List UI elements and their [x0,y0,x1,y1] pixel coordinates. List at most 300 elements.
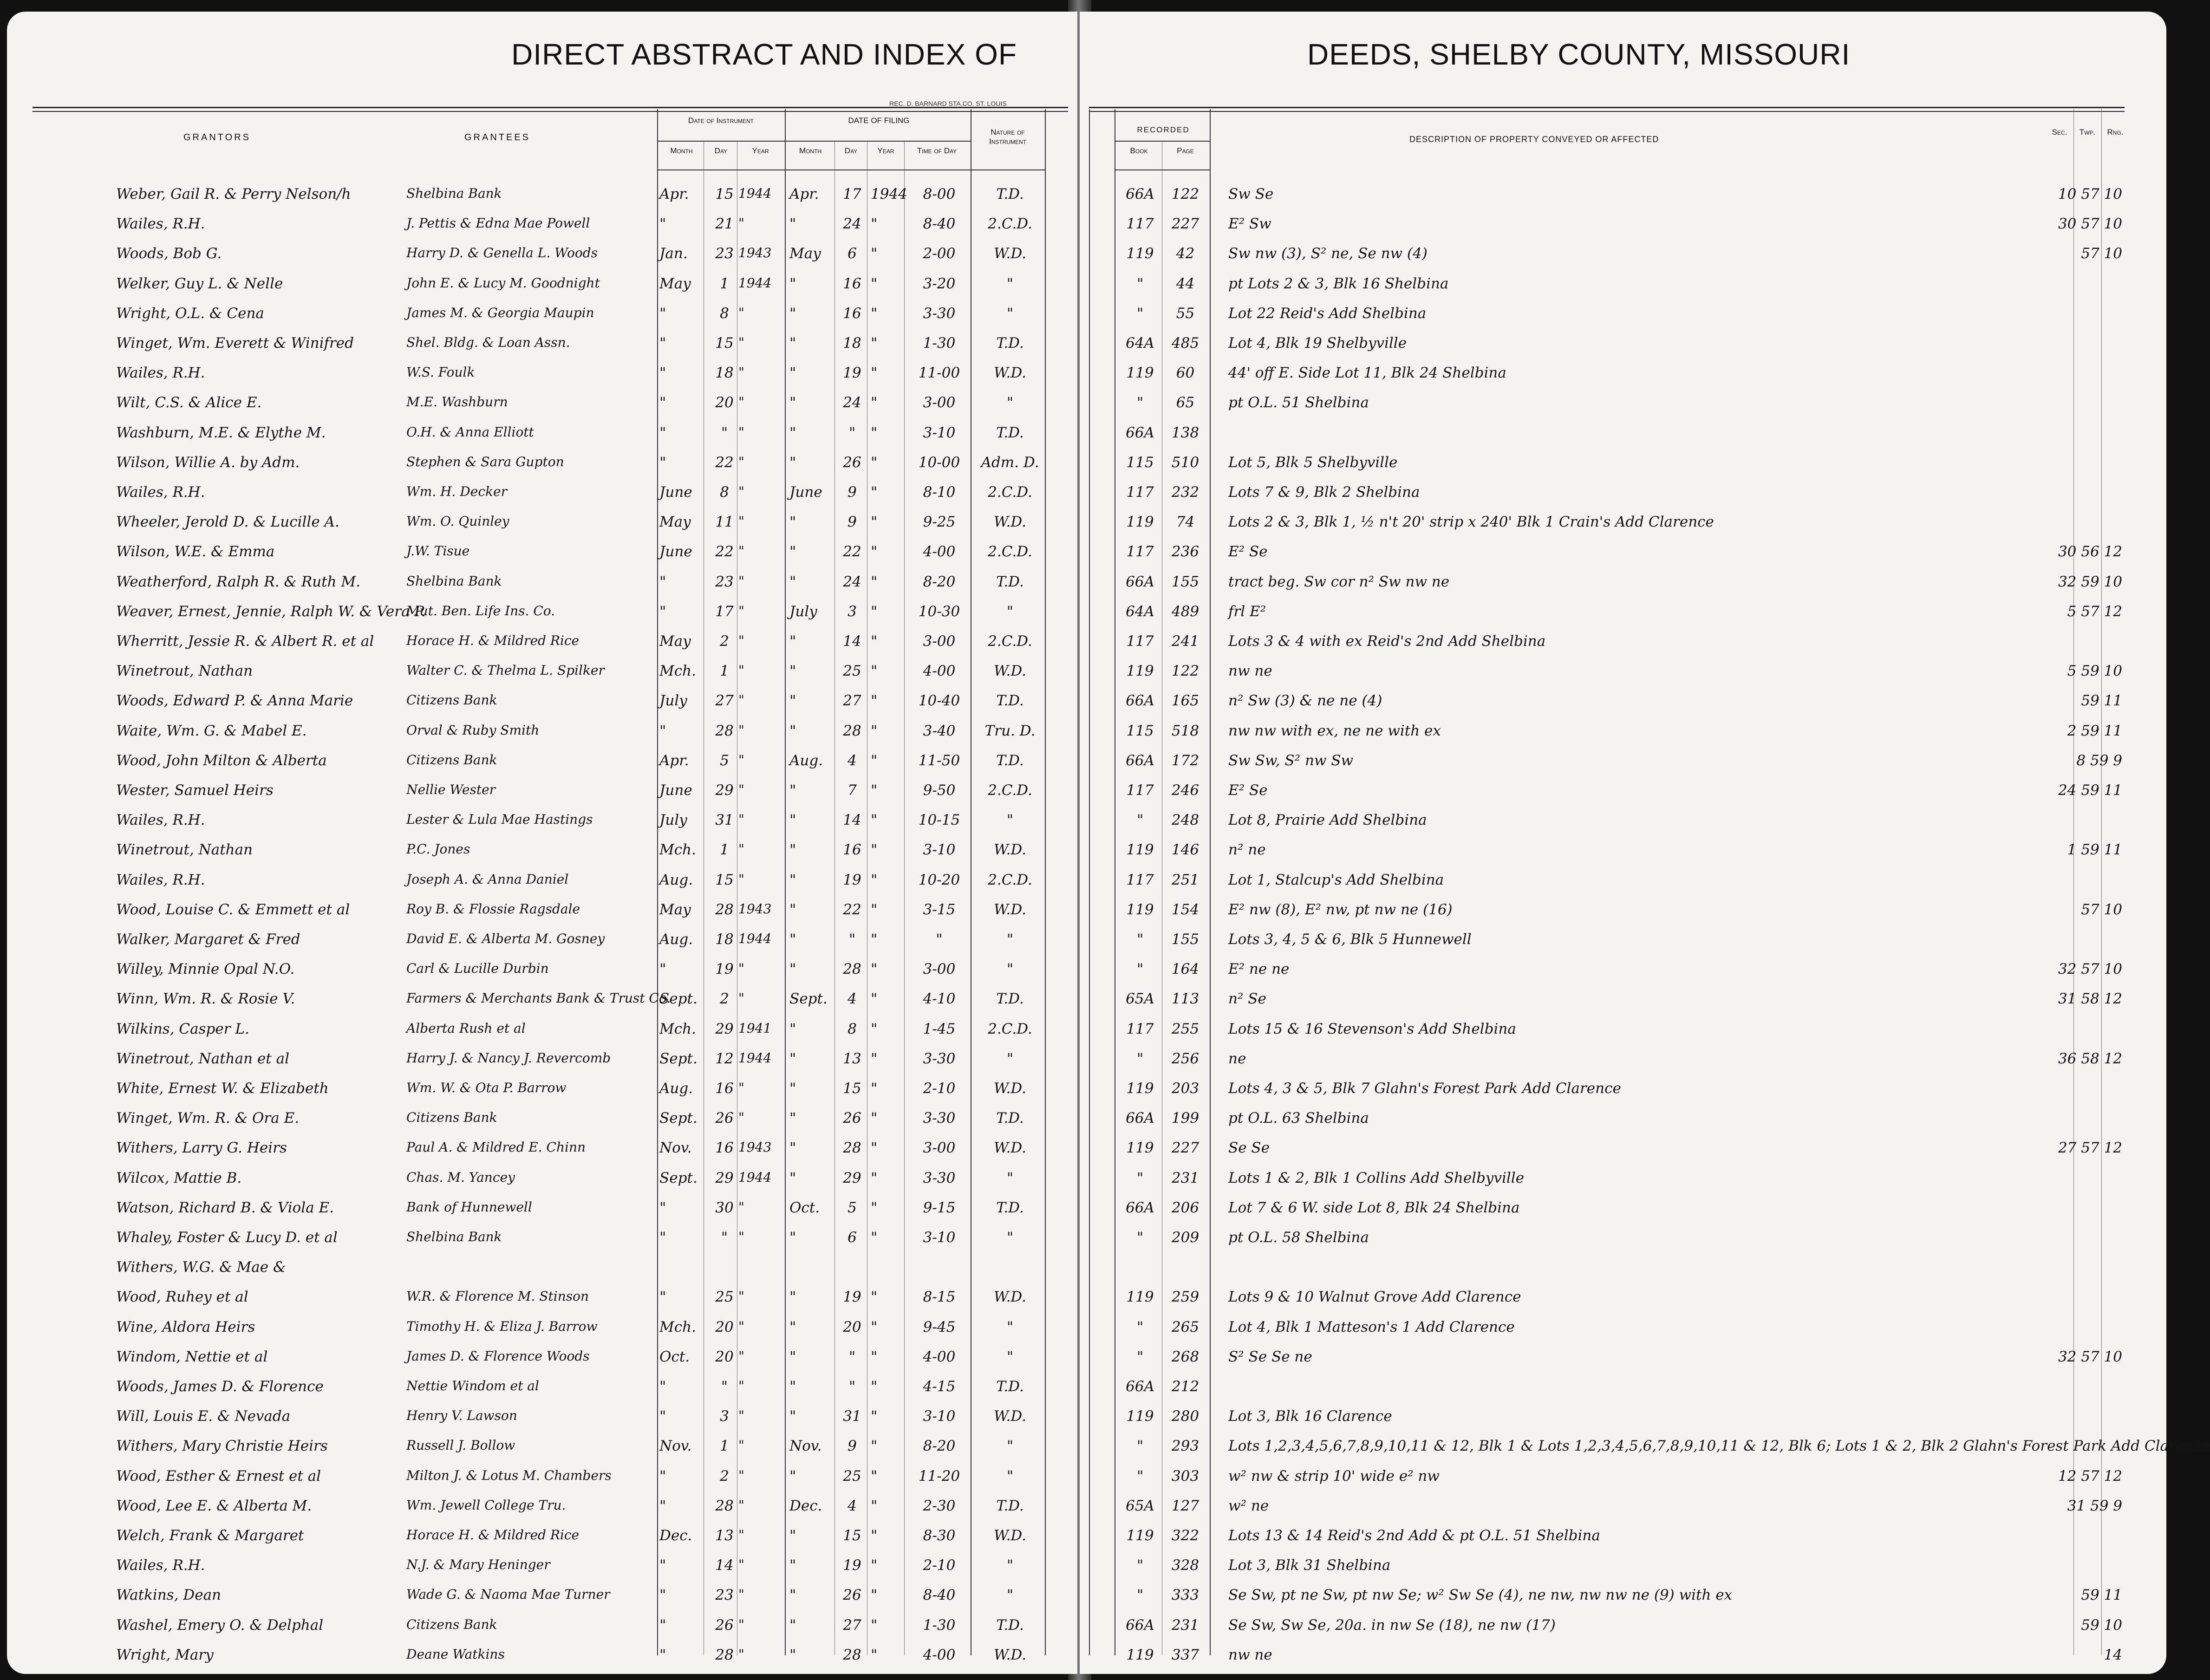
description-cell: Se Sw, pt ne Sw, pt nw Se; w² Sw Se (4), ne nw, nw nw ne (9) with ex [1228,1587,1733,1603]
grantee-cell: J.W. Tisue [406,543,470,559]
time-cell: 3-40 [923,723,956,739]
inst-year-cell: 1943 [738,901,772,917]
time-cell: 3-15 [923,901,956,918]
table-row [1080,1135,2166,1162]
inst-day-cell: 18 [715,931,734,948]
table-row [1080,1075,2166,1102]
sec-twp-rng-cell: 57 10 [2081,901,2122,918]
time-cell: 2-30 [923,1498,956,1514]
table-row [1080,330,2166,357]
description-cell: Lot 22 Reid's Add Shelbina [1228,305,1427,322]
inst-month-cell: " [659,215,666,232]
page-cell: 227 [1171,1140,1200,1156]
inst-year-cell: " [738,841,744,857]
time-cell: 8-40 [923,215,956,232]
table-row [1080,1195,2166,1222]
sec-twp-rng-cell: 5 59 10 [2067,663,2122,679]
inst-day-cell: " [721,424,728,441]
file-year-cell: " [871,901,878,918]
time-cell: 4-00 [923,663,956,679]
inst-day-cell: 25 [715,1289,734,1305]
page-cell: 293 [1171,1438,1200,1454]
file-month-cell: " [789,275,796,292]
inst-year-cell: " [738,394,744,410]
page-cell: 155 [1171,931,1200,948]
nature-cell: " [1006,394,1014,411]
table-row [7,1165,1075,1192]
inst-year-cell: 1944 [738,186,772,201]
grantee-cell: Nellie Wester [406,782,496,797]
file-day-cell: 16 [843,305,861,322]
book-cell: 117 [1126,633,1154,650]
book-cell: 119 [1126,1289,1154,1305]
inst-year-cell: " [738,1587,744,1602]
description-cell: Lots 4, 3 & 5, Blk 7 Glahn's Forest Park Add Clarence [1228,1080,1621,1097]
description-cell: pt O.L. 63 Shelbina [1228,1110,1369,1127]
nature-cell: T.D. [996,1378,1024,1395]
grantee-cell: Citizens Bank [406,1110,497,1125]
nature-cell: T.D. [996,752,1024,769]
book-cell: 119 [1126,1080,1154,1097]
file-year-cell: " [871,1229,878,1246]
book-cell: 119 [1126,901,1154,918]
file-year-cell: " [871,1408,878,1425]
grantor-cell: Wester, Samuel Heirs [116,782,274,799]
header-twp: Twp. [2079,128,2096,137]
file-year-cell: " [871,812,878,828]
table-row [1080,449,2166,476]
nature-cell: 2.C.D. [988,872,1032,888]
grantee-cell: Harry D. & Genella L. Woods [406,245,598,260]
grantor-cell: Wailes, R.H. [116,872,205,888]
file-day-cell: 19 [843,872,861,888]
nature-cell: " [1006,1557,1014,1574]
inst-day-cell: 8 [720,484,729,501]
inst-month-cell: " [659,1647,666,1663]
file-day-cell: 29 [843,1170,861,1186]
nature-cell: T.D. [996,692,1024,709]
file-month-cell: " [789,812,796,828]
table-row [1080,181,2166,208]
sec-twp-rng-cell: 24 59 11 [2058,782,2122,799]
grantor-cell: Woods, Edward P. & Anna Marie [116,692,353,709]
inst-month-cell: Sept. [659,1170,698,1186]
table-row [1080,1314,2166,1341]
grantee-cell: John E. & Lucy M. Goodnight [406,275,600,291]
file-month-cell: " [789,723,796,739]
time-cell: 11-00 [918,365,960,381]
file-month-cell: " [789,1408,796,1425]
nature-cell: 2.C.D. [988,543,1032,560]
page-cell: 209 [1171,1229,1200,1246]
file-month-cell: " [789,573,796,590]
nature-cell: W.D. [994,1289,1026,1305]
file-month-cell: " [789,663,796,679]
page-cell: 246 [1171,782,1200,799]
grantee-cell: Stephen & Sara Gupton [406,454,564,469]
file-month-cell: " [789,931,796,948]
page-cell: 122 [1171,186,1200,202]
nature-cell: W.D. [994,1527,1026,1544]
inst-day-cell: 11 [715,514,734,530]
inst-year-cell: " [738,514,744,529]
file-day-cell: 22 [843,543,861,560]
inst-day-cell: " [721,1378,728,1395]
inst-month-cell: " [659,1498,666,1514]
time-cell: 3-00 [923,394,956,411]
description-cell: 44' off E. Side Lot 11, Blk 24 Shelbina [1228,365,1506,381]
inst-day-cell: 16 [715,1140,734,1156]
inst-month-cell: Jan. [659,245,688,262]
nature-cell: T.D. [996,573,1024,590]
nature-cell: W.D. [994,1408,1026,1425]
file-month-cell: " [789,543,796,560]
time-cell: 8-40 [923,1587,956,1603]
inst-month-cell: Sept. [659,990,698,1007]
description-cell: Lot 3, Blk 31 Shelbina [1228,1557,1391,1574]
time-cell: 3-10 [923,1408,956,1425]
description-cell: Lot 4, Blk 19 Shelbyville [1228,335,1407,352]
time-cell: 10-20 [918,872,960,888]
header-rule [1115,169,1210,170]
file-day-cell: 27 [843,692,861,709]
inst-year-cell: " [738,961,744,976]
table-row [7,330,1075,357]
sec-twp-rng-cell: 32 59 10 [2058,573,2122,590]
table-row [1080,1254,2166,1281]
file-day-cell: 18 [843,335,861,352]
table-row [7,181,1075,208]
inst-year-cell: " [738,1557,744,1572]
header-time-of-day: Time of Day [917,146,957,155]
page-cell: 280 [1171,1408,1200,1425]
file-month-cell: " [789,1617,796,1634]
file-year-cell: " [871,1498,878,1514]
table-row [7,300,1075,327]
inst-month-cell: " [659,1408,666,1425]
table-row [7,1642,1075,1669]
file-month-cell: " [789,1050,796,1067]
file-month-cell: " [789,692,796,709]
inst-year-cell: 1943 [738,1140,772,1155]
grantor-cell: Wood, Lee E. & Alberta M. [116,1498,312,1514]
page-cell: 165 [1171,692,1200,709]
grantor-cell: Wherritt, Jessie R. & Albert R. et al [116,633,374,650]
description-cell: E² Se [1228,543,1268,560]
file-year-cell: " [871,305,878,322]
table-row [7,1493,1075,1520]
grantee-cell: Joseph A. & Anna Daniel [406,872,569,887]
inst-month-cell: Sept. [659,1110,698,1127]
nature-cell: T.D. [996,186,1024,202]
file-month-cell: " [789,1140,796,1156]
time-cell: 1-30 [923,1617,956,1634]
table-row [7,271,1075,298]
table-row [7,658,1075,685]
inst-month-cell: Aug. [659,872,693,888]
page-cell: 65 [1176,394,1195,411]
file-year-cell: " [871,275,878,292]
grantee-cell: James D. & Florence Woods [406,1348,590,1364]
inst-day-cell: 23 [715,1587,734,1603]
file-year-cell: " [871,663,878,679]
inst-day-cell: 20 [715,1348,734,1365]
file-month-cell: " [789,1647,796,1663]
table-row [7,956,1075,983]
table-row [7,1582,1075,1609]
file-month-cell: " [789,1319,796,1335]
book-cell: 119 [1126,514,1154,530]
page-cell: 231 [1171,1617,1200,1634]
page-cell: 206 [1171,1199,1200,1216]
inst-day-cell: 22 [715,454,734,471]
inst-day-cell: 15 [715,186,734,202]
inst-day-cell: 1 [720,663,729,679]
file-year-cell: " [871,603,878,620]
table-row [7,1195,1075,1222]
page-cell: 255 [1171,1021,1200,1037]
file-month-cell: Apr. [789,186,819,202]
page-cell: 236 [1171,543,1200,560]
time-cell: 10-40 [918,692,960,709]
inst-month-cell: " [659,1229,666,1246]
grantor-cell: Winetrout, Nathan [116,841,253,858]
file-month-cell: " [789,454,796,471]
file-month-cell: " [789,1289,796,1305]
page-cell: 489 [1171,603,1200,620]
nature-cell: " [1006,1229,1014,1246]
file-year-cell: " [871,335,878,352]
book-cell: 64A [1126,335,1154,352]
grantor-cell: Winetrout, Nathan [116,663,253,679]
inst-year-cell: " [738,1617,744,1632]
description-cell: S² Se Se ne [1228,1348,1312,1365]
time-cell: 9-15 [923,1199,956,1216]
file-day-cell: 13 [843,1050,861,1067]
inst-day-cell: 15 [715,872,734,888]
grantee-cell: P.C. Jones [406,841,470,857]
inst-year-cell: " [738,1438,744,1453]
grantee-cell: Milton J. & Lotus M. Chambers [406,1468,612,1483]
file-day-cell: 3 [847,603,857,620]
header-grantees: GRANTEES [464,132,531,143]
book-cell: 64A [1126,603,1154,620]
nature-cell: T.D. [996,1199,1024,1216]
inst-year-cell: " [738,1408,744,1423]
inst-day-cell: 22 [715,543,734,560]
table-row [7,1254,1075,1281]
book-cell: 119 [1126,1647,1154,1663]
table-row [1080,1612,2166,1639]
table-row [7,777,1075,804]
sec-twp-rng-cell: 2 59 11 [2067,723,2122,739]
file-year-cell: " [871,752,878,769]
table-row [7,1075,1075,1102]
file-month-cell: Aug. [789,752,823,769]
sec-twp-rng-cell: 32 57 10 [2058,1348,2122,1365]
inst-month-cell: " [659,603,666,620]
description-cell: Lots 1,2,3,4,5,6,7,8,9,10,11 & 12, Blk 1 & Lots 1,2,3,4,5,6,7,8,9,10,11 & 12, Blk 6; Lots 1 & 2, Blk 2 Glahn's Forest Park Add Clarence [1228,1438,2210,1454]
table-row [1080,867,2166,894]
right-page-title: DEEDS, SHELBY COUNTY, MISSOURI [1307,38,1851,71]
file-day-cell: 19 [843,1557,861,1574]
file-month-cell: Oct. [789,1199,820,1216]
file-year-cell: " [871,514,878,530]
sec-twp-rng-cell: 14 [2104,1647,2122,1663]
table-row [1080,479,2166,506]
grantor-cell: White, Ernest W. & Elizabeth [116,1080,329,1097]
grantee-cell: Farmers & Merchants Bank & Trust Co. [406,990,671,1006]
file-day-cell: 6 [847,245,857,262]
nature-cell: W.D. [994,841,1026,858]
inst-day-cell: 18 [715,365,734,381]
file-year-cell: " [871,633,878,650]
book-cell: 119 [1126,365,1154,381]
page-cell: 42 [1176,245,1195,262]
file-year-cell: " [871,931,878,948]
nature-cell: W.D. [994,1647,1026,1663]
time-cell: 4-15 [923,1378,956,1395]
file-month-cell: " [789,514,796,530]
file-day-cell: 31 [843,1408,861,1425]
file-month-cell: " [789,305,796,322]
table-row [1080,718,2166,745]
time-cell: 3-30 [923,1170,956,1186]
header-file-month: Month [799,146,822,155]
page-cell: 127 [1171,1498,1200,1514]
nature-cell: W.D. [994,1080,1026,1097]
inst-day-cell: 1 [720,841,729,858]
sec-twp-rng-cell: 8 59 9 [2076,752,2122,769]
inst-month-cell: June [659,484,692,501]
header-nature: Nature of Instrument [989,128,1027,146]
file-day-cell: 24 [843,394,861,411]
header-date-of-filing: DATE OF FILING [848,116,910,125]
file-year-cell: " [871,1289,878,1305]
time-cell: 8-20 [923,573,956,590]
file-month-cell: Dec. [789,1498,822,1514]
table-row [7,748,1075,775]
description-cell: Lot 8, Prairie Add Shelbina [1228,812,1427,828]
inst-day-cell: 27 [715,692,734,709]
grantee-cell: Henry V. Lawson [406,1408,517,1423]
book-cell: " [1136,961,1144,977]
nature-cell: T.D. [996,424,1024,441]
grantor-cell: Weber, Gail R. & Perry Nelson/h [116,186,351,202]
inst-day-cell: 31 [715,812,734,828]
nature-cell: 2.C.D. [988,484,1032,501]
inst-month-cell: " [659,1378,666,1395]
file-day-cell: 5 [847,1199,857,1216]
grantee-cell: Timothy H. & Eliza J. Barrow [406,1319,598,1334]
grantee-cell: Deane Watkins [406,1647,505,1662]
file-day-cell: " [848,424,856,441]
grantee-cell: Bank of Hunnewell [406,1199,532,1215]
time-cell: 3-20 [923,275,956,292]
grantor-cell: Wood, Ruhey et al [116,1289,248,1305]
nature-cell: " [1006,1050,1014,1067]
page-cell: 232 [1171,484,1200,501]
grantor-cell: Welch, Frank & Margaret [116,1527,304,1544]
grantor-cell: Withers, Mary Christie Heirs [116,1438,328,1454]
file-day-cell: 9 [847,484,857,501]
table-row [7,1016,1075,1043]
inst-day-cell: 16 [715,1080,734,1097]
book-cell: 119 [1126,1140,1154,1156]
table-row [7,897,1075,924]
file-day-cell: 15 [843,1080,861,1097]
book-cell: 117 [1126,1021,1154,1037]
grantor-cell: Wilson, W.E. & Emma [116,543,275,560]
inst-month-cell: Mch. [659,1319,696,1335]
table-row [7,1463,1075,1490]
inst-day-cell: 2 [720,990,729,1007]
table-row [7,1403,1075,1430]
file-year-cell: " [871,1587,878,1603]
page-cell: 44 [1176,275,1195,292]
grantee-cell: Citizens Bank [406,692,497,708]
file-month-cell: " [789,961,796,977]
table-row [7,599,1075,625]
grantor-cell: Wailes, R.H. [116,215,205,232]
sec-twp-rng-cell: 30 57 10 [2058,215,2122,232]
nature-cell: W.D. [994,901,1026,918]
table-row [7,449,1075,476]
page-cell: 155 [1171,573,1200,590]
time-cell: 3-30 [923,1050,956,1067]
table-row [1080,1552,2166,1579]
page-cell: 510 [1171,454,1200,471]
table-row [7,867,1075,894]
grantee-cell: Mut. Ben. Life Ins. Co. [406,603,555,619]
grantor-cell: Woods, Bob G. [116,245,222,262]
table-row [7,718,1075,745]
inst-year-cell: " [738,1468,744,1483]
inst-year-cell: " [738,424,744,440]
grantor-cell: Withers, W.G. & Mae & [116,1259,286,1276]
description-cell: Lot 3, Blk 16 Clarence [1228,1408,1392,1425]
inst-month-cell: Mch. [659,663,696,679]
book-cell: 66A [1126,752,1154,769]
inst-month-cell: " [659,1289,666,1305]
inst-day-cell: 19 [715,961,734,977]
inst-month-cell: " [659,394,666,411]
time-cell: 4-00 [923,1348,956,1365]
file-month-cell: " [789,215,796,232]
grantee-cell: J. Pettis & Edna Mae Powell [406,215,590,231]
inst-month-cell: " [659,365,666,381]
inst-month-cell: Apr. [659,752,689,769]
inst-month-cell: Dec. [659,1527,692,1544]
file-year-cell: " [871,692,878,709]
inst-year-cell: 1941 [738,1021,772,1036]
table-row [1080,837,2166,864]
file-year-cell: " [871,1319,878,1335]
header-file-year: Year [877,146,894,155]
file-day-cell: " [848,1378,856,1395]
description-cell: E² nw (8), E² nw, pt nw ne (16) [1228,901,1453,918]
table-row [1080,1523,2166,1550]
time-cell: 1-45 [923,1021,956,1037]
grantor-cell: Wright, Mary [116,1647,214,1663]
file-year-cell: " [871,1617,878,1634]
grantee-cell: N.J. & Mary Heninger [406,1557,550,1572]
inst-day-cell: 2 [720,633,729,650]
description-cell: Lots 3 & 4 with ex Reid's 2nd Add Shelbina [1228,633,1546,650]
table-row [1080,420,2166,447]
inst-month-cell: " [659,424,666,441]
book-cell: 66A [1126,1617,1154,1634]
